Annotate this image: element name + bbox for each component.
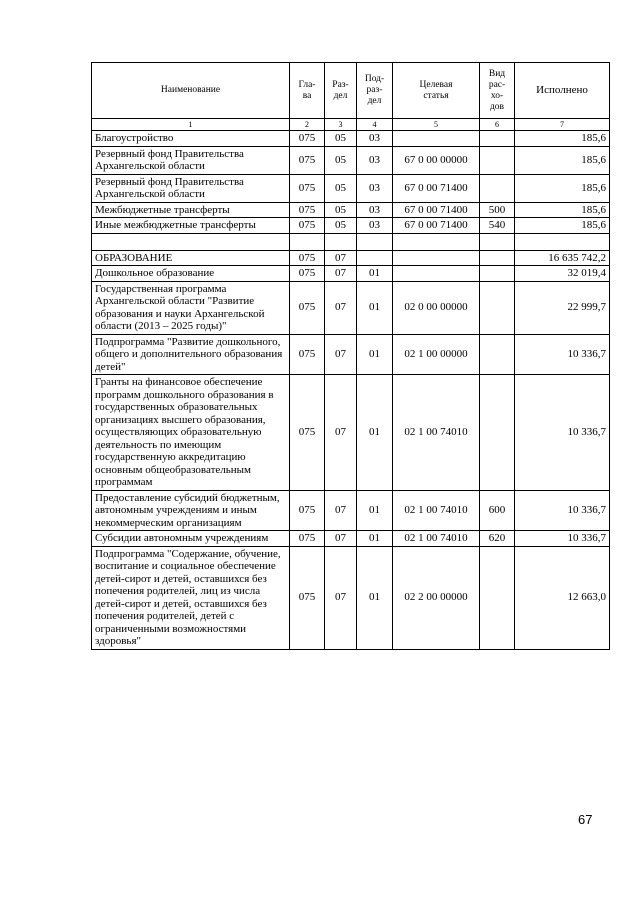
row-glava: 075 xyxy=(290,174,325,202)
row-executed: 185,6 xyxy=(515,218,610,234)
row-name: Иные межбюджетные трансферты xyxy=(92,218,290,234)
row-target: 67 0 00 71400 xyxy=(393,218,480,234)
page-number: 67 xyxy=(578,812,593,827)
row-razdel: 07 xyxy=(325,334,357,375)
row-name: Подпрограмма "Развитие дошкольного, общего и дополнительного образования детей" xyxy=(92,334,290,375)
table-row xyxy=(92,490,610,531)
row-glava: 075 xyxy=(290,490,325,531)
row-executed: 32 019,4 xyxy=(515,266,610,282)
row-target: 02 2 00 00000 xyxy=(393,546,480,649)
row-target: 67 0 00 71400 xyxy=(393,202,480,218)
row-executed: 10 336,7 xyxy=(515,375,610,491)
row-name: Резервный фонд Правительства Архангельской области xyxy=(92,174,290,202)
row-executed: 185,6 xyxy=(515,202,610,218)
table-row xyxy=(92,375,610,491)
row-name: Дошкольное образование xyxy=(92,266,290,282)
table-row xyxy=(92,218,610,234)
row-glava: 075 xyxy=(290,250,325,266)
row-executed: 12 663,0 xyxy=(515,546,610,649)
row-razdel xyxy=(325,233,357,250)
row-vid: 600 xyxy=(480,490,515,531)
row-executed: 16 635 742,2 xyxy=(515,250,610,266)
row-vid xyxy=(480,131,515,147)
row-razdel: 05 xyxy=(325,131,357,147)
column-number: 6 xyxy=(480,119,515,131)
column-number: 5 xyxy=(393,119,480,131)
row-razdel: 07 xyxy=(325,281,357,334)
row-target: 02 1 00 74010 xyxy=(393,531,480,547)
table-body xyxy=(92,131,610,650)
row-target: 02 1 00 74010 xyxy=(393,375,480,491)
row-target xyxy=(393,250,480,266)
row-glava: 075 xyxy=(290,266,325,282)
row-target: 02 1 00 74010 xyxy=(393,490,480,531)
row-name xyxy=(92,233,290,250)
row-glava: 075 xyxy=(290,531,325,547)
row-podrazdel: 01 xyxy=(357,375,393,491)
row-vid: 540 xyxy=(480,218,515,234)
row-razdel: 07 xyxy=(325,546,357,649)
row-razdel: 05 xyxy=(325,202,357,218)
row-target: 67 0 00 71400 xyxy=(393,174,480,202)
header-glava: Гла- ва xyxy=(290,63,325,119)
row-executed: 22 999,7 xyxy=(515,281,610,334)
table-row xyxy=(92,174,610,202)
table-row xyxy=(92,334,610,375)
row-name: Предоставление субсидий бюджетным, автономным учреждениям и иным некоммерческим организациям xyxy=(92,490,290,531)
row-name: Подпрограмма "Содержание, обучение, воспитание и социальное обеспечение детей-сирот и детей, оставшихся без попечения родителей, лиц из числа детей-сирот и детей, оставшихся без попечения родителей, детей с ограниченными возможностями здоровья" xyxy=(92,546,290,649)
row-razdel: 07 xyxy=(325,531,357,547)
row-vid xyxy=(480,546,515,649)
row-podrazdel: 01 xyxy=(357,546,393,649)
row-podrazdel: 03 xyxy=(357,174,393,202)
table-row xyxy=(92,250,610,266)
row-glava: 075 xyxy=(290,202,325,218)
row-executed: 10 336,7 xyxy=(515,490,610,531)
row-executed: 185,6 xyxy=(515,174,610,202)
row-vid xyxy=(480,334,515,375)
row-podrazdel: 01 xyxy=(357,266,393,282)
table-row xyxy=(92,202,610,218)
column-number: 7 xyxy=(515,119,610,131)
row-name: Межбюджетные трансферты xyxy=(92,202,290,218)
row-glava xyxy=(290,233,325,250)
table-row xyxy=(92,281,610,334)
row-vid: 620 xyxy=(480,531,515,547)
row-vid xyxy=(480,233,515,250)
header-razdel: Раз- дел xyxy=(325,63,357,119)
row-name: ОБРАЗОВАНИЕ xyxy=(92,250,290,266)
header-podrazdel: Под- раз- дел xyxy=(357,63,393,119)
table-row xyxy=(92,266,610,282)
column-number: 1 xyxy=(92,119,290,131)
column-number: 3 xyxy=(325,119,357,131)
row-razdel: 07 xyxy=(325,250,357,266)
row-vid xyxy=(480,375,515,491)
row-podrazdel: 01 xyxy=(357,281,393,334)
header-vid: Вид рас- хо- дов xyxy=(480,63,515,119)
row-executed: 185,6 xyxy=(515,131,610,147)
row-target: 67 0 00 00000 xyxy=(393,146,480,174)
row-vid xyxy=(480,146,515,174)
row-executed xyxy=(515,233,610,250)
row-razdel: 05 xyxy=(325,218,357,234)
row-razdel: 05 xyxy=(325,174,357,202)
row-vid xyxy=(480,174,515,202)
header-target: Целевая статья xyxy=(393,63,480,119)
row-target: 02 1 00 00000 xyxy=(393,334,480,375)
row-target xyxy=(393,266,480,282)
row-executed: 10 336,7 xyxy=(515,334,610,375)
row-name: Государственная программа Архангельской области "Развитие образования и науки Архангельской области (2013 – 2025 годы)" xyxy=(92,281,290,334)
row-razdel: 07 xyxy=(325,375,357,491)
header-name: Наименование xyxy=(92,63,290,119)
row-executed: 10 336,7 xyxy=(515,531,610,547)
row-podrazdel: 03 xyxy=(357,131,393,147)
header-row xyxy=(92,63,610,119)
row-vid xyxy=(480,250,515,266)
row-glava: 075 xyxy=(290,281,325,334)
table-row xyxy=(92,146,610,174)
row-vid xyxy=(480,266,515,282)
row-target xyxy=(393,233,480,250)
row-podrazdel xyxy=(357,233,393,250)
row-podrazdel: 03 xyxy=(357,146,393,174)
row-glava: 075 xyxy=(290,546,325,649)
row-podrazdel: 03 xyxy=(357,202,393,218)
column-number: 2 xyxy=(290,119,325,131)
row-name: Благоустройство xyxy=(92,131,290,147)
empty-row xyxy=(92,233,610,250)
row-podrazdel: 01 xyxy=(357,334,393,375)
row-glava: 075 xyxy=(290,334,325,375)
row-name: Субсидии автономным учреждениям xyxy=(92,531,290,547)
table-row xyxy=(92,546,610,649)
row-target xyxy=(393,131,480,147)
row-vid xyxy=(480,281,515,334)
row-executed: 185,6 xyxy=(515,146,610,174)
row-glava: 075 xyxy=(290,375,325,491)
row-podrazdel: 01 xyxy=(357,531,393,547)
row-podrazdel xyxy=(357,250,393,266)
row-name: Гранты на финансовое обеспечение программ дошкольного образования в государственных образовательных организациях высшего образования, осуществляющих образовательную деятельность по имеющим государственную аккредитацию основным общеобразовательным программам xyxy=(92,375,290,491)
row-glava: 075 xyxy=(290,218,325,234)
table-row xyxy=(92,131,610,147)
column-number-row xyxy=(92,119,610,131)
row-vid: 500 xyxy=(480,202,515,218)
budget-table xyxy=(91,62,610,650)
row-podrazdel: 03 xyxy=(357,218,393,234)
row-razdel: 07 xyxy=(325,266,357,282)
table-row xyxy=(92,531,610,547)
row-glava: 075 xyxy=(290,146,325,174)
row-razdel: 05 xyxy=(325,146,357,174)
row-razdel: 07 xyxy=(325,490,357,531)
row-name: Резервный фонд Правительства Архангельской области xyxy=(92,146,290,174)
row-target: 02 0 00 00000 xyxy=(393,281,480,334)
row-glava: 075 xyxy=(290,131,325,147)
header-executed: Исполнено xyxy=(515,63,610,119)
row-podrazdel: 01 xyxy=(357,490,393,531)
column-number: 4 xyxy=(357,119,393,131)
